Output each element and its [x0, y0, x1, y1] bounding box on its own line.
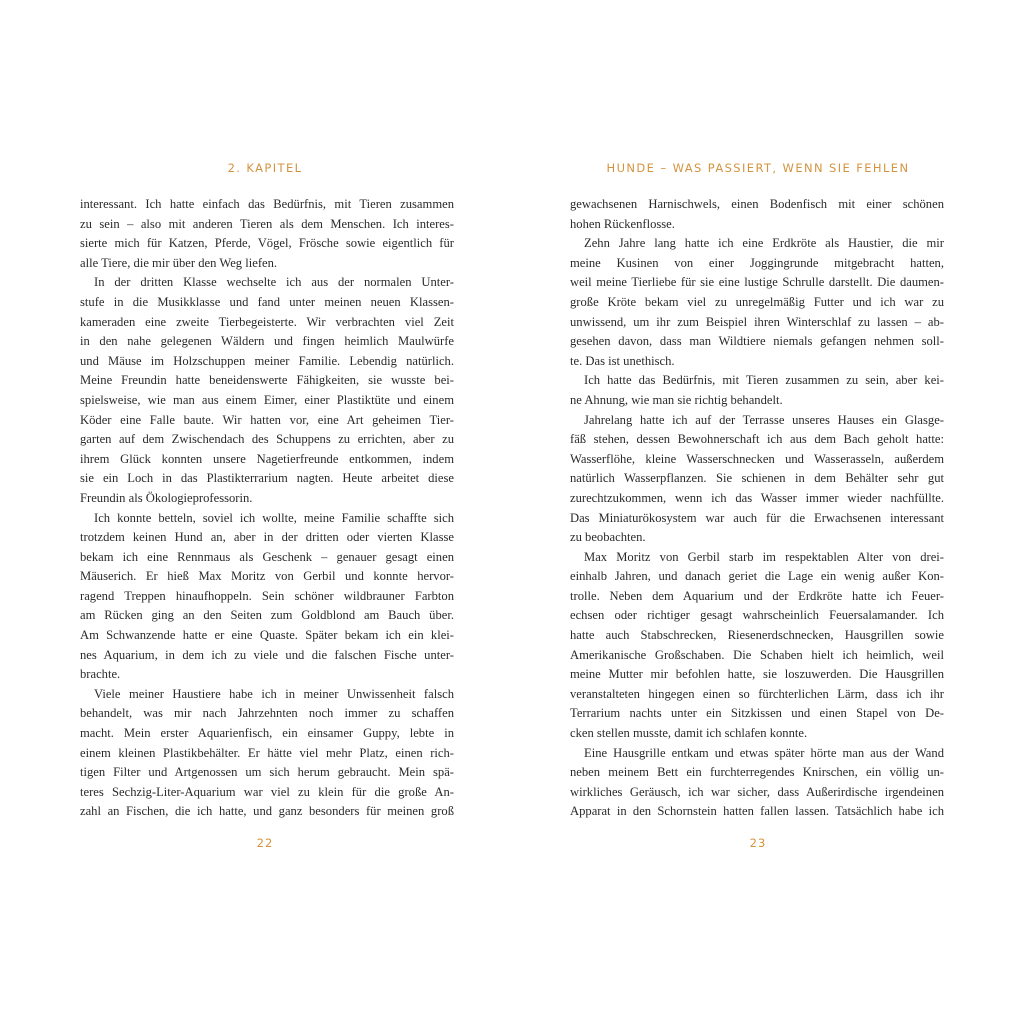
text-line: zurechtzukommen, wenn ich das Wasser immer wieder nachfüllte.: [570, 490, 944, 505]
text-line: teres Sechzig-Liter-Aquarium war viel zu klein für die große An-: [80, 784, 454, 799]
text-line: echsen oder richtiger gesagt wahrscheinlich Feuersalamander. Ich: [570, 608, 944, 623]
text-line: macht. Mein erster Aquarienfisch, ein einsamer Guppy, lebte in: [80, 726, 454, 741]
text-line: nes Aquarium, in dem ich zu viele und die falschen Fische unter-: [80, 647, 454, 662]
page-number-right: 23: [749, 836, 767, 850]
text-line: Freundin als Ökologieprofessorin.: [80, 490, 253, 505]
text-line: zu sein – also mit anderen Tieren als dem Menschen. Ich interes-: [80, 216, 454, 231]
text-line: bekam ich eine Rennmaus als Geschenk – genauer gesagt einen: [80, 549, 454, 564]
text-line: gewachsenen Harnischwels, einen Bodenfisch mit einer schönen: [570, 197, 944, 211]
text-line: Am Schwanzende hatte er eine Quaste. Später bekam ich ein klei-: [80, 628, 454, 643]
text-line: tigen Filter und Artgenossen um sich herum gebraucht. Mein spä-: [80, 765, 454, 780]
text-line: in den nahe gelegenen Wäldern und fingen heimlich Maulwürfe: [80, 334, 454, 349]
text-line: behandelt, was mir nach Jahrzehnten noch immer zu schaffen: [80, 706, 454, 721]
text-line: alle Tiere, die mir über den Weg liefen.: [80, 255, 278, 270]
running-head-left: 2. KAPITEL: [227, 161, 303, 175]
text-line: Meine Freundin hatte beneidenswerte Fähigkeiten, sie wusste bei-: [80, 373, 454, 388]
right-page-body: [570, 195, 944, 822]
text-line: ihrem Glück konnten unsere Nagetierfreunde entkommen, indem: [80, 451, 454, 466]
text-line: Apparat in den Schornstein hatten fallen lassen. Tatsächlich habe ich: [570, 804, 944, 819]
text-line: ragend Treppen hinaufhoppeln. Sein schöner wildbrauner Farbton: [80, 588, 454, 603]
text-line: neben meinem Bett ein furchterregendes Knirschen, ein völlig un-: [570, 765, 944, 780]
text-line: kameraden eine zweite Tierbegeisterte. Wir verbrachten viel Zeit: [80, 314, 454, 329]
text-line: einhalb Jahren, und danach geriet die Lage ein wenig außer Kon-: [570, 569, 944, 584]
text-line: Viele meiner Haustiere habe ich in meiner Unwissenheit falsch: [94, 686, 454, 701]
text-line: cken stellen musste, damit ich schlafen konnte.: [570, 726, 808, 741]
text-line: In der dritten Klasse wechselte ich aus der normalen Unter-: [94, 275, 454, 290]
text-line: zu beobachten.: [570, 530, 646, 545]
text-line: wirkliches Geräusch, ich war sicher, dass Außerirdische irgendeinen: [570, 784, 944, 799]
text-line: Amerikanische Großschaben. Die Schaben hielt ich heimlich, weil: [570, 647, 944, 662]
text-line: trotzdem keinen Hund an, aber in der dritten oder vierten Klasse: [80, 530, 454, 545]
text-line: sie ein Loch in das Plastikterrarium nagten. Heute arbeitet diese: [80, 471, 454, 486]
left-page-body: [80, 195, 454, 822]
text-line: große Kröte bekam viel zu unregelmäßig Futter und ich war zu: [570, 294, 944, 309]
text-line: zahl an Fischen, die ich hatte, und ganz besonders für meinen groß: [80, 804, 454, 819]
text-line: am Rücken ging an den Seiten zum Goldblond am Bauch über.: [80, 608, 454, 623]
text-line: Wasserflöhe, kleine Wasserschnecken und Wasserasseln, außerdem: [570, 451, 944, 466]
text-line: meine Mutter mir befohlen hatte, sie loszuwerden. Die Hausgrillen: [570, 667, 944, 682]
text-line: und Mäuse im Holzschuppen meiner Familie. Lebendig natürlich.: [80, 353, 454, 368]
page-number-left: 22: [256, 836, 274, 850]
text-line: unwissend, um ihr zum Beispiel ihren Winterschlaf zu lassen – ab-: [570, 314, 944, 329]
text-line: te. Das ist unethisch.: [570, 353, 675, 368]
text-line: Köder eine Falle baute. Wir hatten vor, eine Art geheimen Tier-: [80, 412, 454, 427]
text-line: Terrarium nachts unter ein Sitzkissen und einen Stapel von De-: [570, 706, 944, 721]
text-line: veranstalteten hingegen einen so fürchterlichen Lärm, dass ich ihr: [570, 686, 944, 701]
text-line: gesehen davon, dass man Wildtiere niemals gefangen nehmen soll-: [570, 334, 944, 349]
text-line: brachte.: [80, 667, 121, 682]
text-line: fäß stehen, dessen Bewohnerschaft ich aus dem Bach geholt hatte:: [570, 432, 944, 447]
text-line: Das Miniaturökosystem war auch für die Erwachsenen interessant: [570, 510, 944, 525]
text-line: meine Kusinen von einer Joggingrunde mitgebracht hatten,: [570, 255, 944, 270]
text-line: spielsweise, wie man aus einem Eimer, einer Plastiktüte und einem: [80, 392, 454, 407]
right-page: [512, 0, 1024, 1024]
text-line: weil meine Tierliebe für sie eine lustige Schrulle darstellt. Die daumen-: [570, 275, 944, 290]
text-line: interessant. Ich hatte einfach das Bedürfnis, mit Tieren zusammen: [80, 197, 454, 211]
text-line: Mäuserich. Er hieß Max Moritz von Gerbil und konnte hervor-: [80, 569, 454, 584]
text-line: garten auf dem Zwischendach des Schuppens zu errichten, aber zu: [80, 432, 454, 447]
text-line: Zehn Jahre lang hatte ich eine Erdkröte als Haustier, die mir: [584, 236, 944, 251]
text-line: einem kleinen Plastikbehälter. Er hätte viel mehr Platz, einen rich-: [80, 745, 454, 760]
text-line: natürlich Wasserpflanzen. Sie schienen in dem Behälter sehr gut: [570, 471, 944, 486]
text-line: Eine Hausgrille entkam und etwas später hörte man aus der Wand: [584, 745, 944, 760]
text-line: trolle. Neben dem Aquarium und der Erdkröte hatte ich Feuer-: [570, 588, 944, 603]
text-line: Ich hatte das Bedürfnis, mit Tieren zusammen zu sein, aber kei-: [584, 373, 944, 388]
text-line: Ich konnte betteln, soviel ich wollte, meine Familie schaffte sich: [94, 510, 454, 525]
running-head-right: HUNDE – WAS PASSIERT, WENN SIE FEHLEN: [606, 161, 910, 175]
text-line: Jahrelang hatte ich auf der Terrasse unseres Hauses ein Glasge-: [584, 412, 944, 427]
text-line: hatte auch Stabschrecken, Riesenerdschnecken, Hausgrillen sowie: [570, 628, 944, 643]
text-line: stufe in die Musikklasse und fand unter meinen neuen Klassen-: [80, 294, 454, 309]
text-line: sierte mich für Katzen, Pferde, Vögel, Frösche sowie eigentlich für: [80, 236, 454, 251]
text-line: ne Ahnung, wie man sie richtig behandelt.: [570, 392, 783, 407]
text-line: hohen Rückenflosse.: [570, 216, 675, 231]
text-line: Max Moritz von Gerbil starb im respektablen Alter von drei-: [584, 549, 944, 564]
